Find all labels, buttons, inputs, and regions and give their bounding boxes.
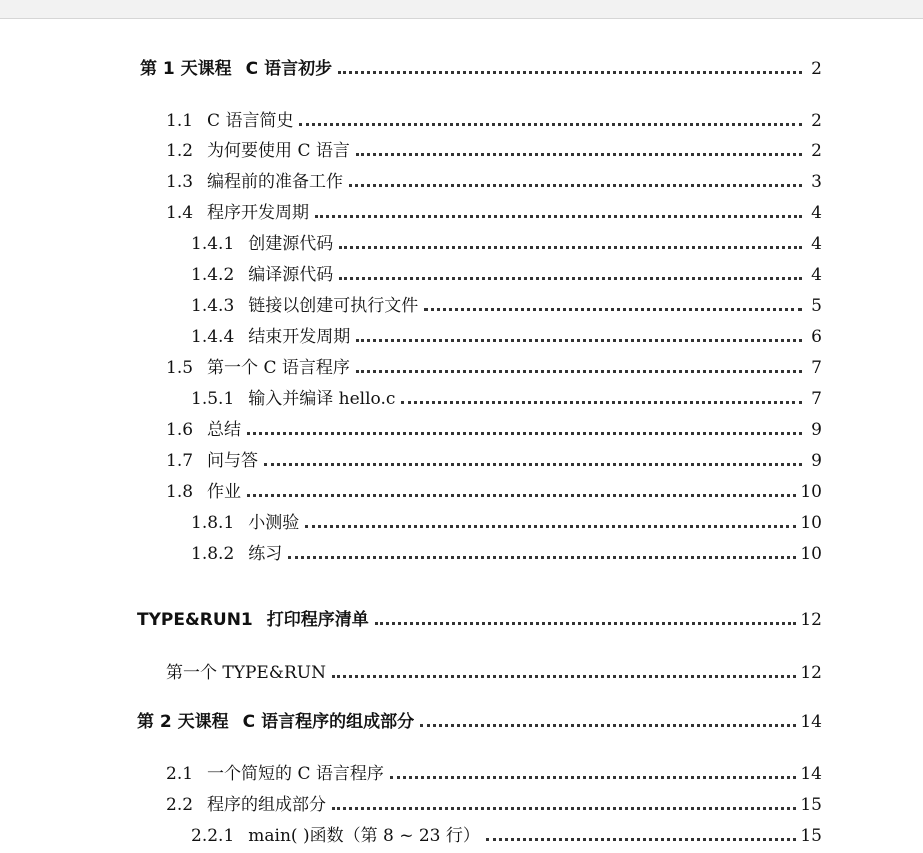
toc-number: 1.1 [166, 111, 194, 131]
dot-leader [264, 463, 802, 466]
toc-number: 1.4 [166, 203, 194, 223]
toc-page: 10 [800, 482, 822, 502]
toc-page: 9 [811, 420, 822, 440]
toc-page: 4 [811, 265, 822, 285]
toc-entry-1-5[interactable] [166, 356, 822, 378]
toc-title: 作业 [207, 482, 242, 502]
toc-number: TYPE&RUN1 [137, 610, 253, 630]
toc-number: 1.4.3 [191, 296, 235, 316]
toc-page: 15 [800, 795, 822, 815]
dot-leader [247, 494, 796, 497]
toc-entry-1-4-4[interactable] [191, 325, 822, 347]
toc-page: 10 [800, 513, 822, 533]
toc-entry-2-2-1[interactable] [191, 824, 822, 846]
toc-title: 结束开发周期 [248, 327, 351, 347]
dot-leader [375, 622, 797, 625]
toc-entry-1-4[interactable] [166, 201, 822, 223]
toc-title: 练习 [248, 544, 283, 564]
toc-number: 2.2.1 [191, 826, 235, 846]
toc-page: 15 [800, 826, 822, 846]
toc-entry-1-2[interactable] [166, 139, 822, 161]
toc-number: 2.1 [166, 764, 194, 784]
toc-number: 第 2 天课程 [137, 712, 229, 732]
toc-page: 5 [811, 296, 822, 316]
dot-leader [338, 71, 802, 74]
toc-page: 12 [800, 663, 822, 683]
toc-entry-1-3[interactable] [166, 170, 822, 192]
toc-title: 输入并编译 hello.c [248, 389, 396, 409]
toc-title: 总结 [207, 420, 242, 440]
toc-title: 程序的组成部分 [207, 795, 327, 815]
toc-number: 1.3 [166, 172, 194, 192]
dot-leader [356, 370, 802, 373]
dot-leader [305, 525, 796, 528]
toc-page: 2 [811, 111, 822, 131]
toc-number: 1.4.1 [191, 234, 235, 254]
toc-title: main( )函数（第 8 ~ 23 行） [248, 826, 480, 846]
toc-page: 14 [800, 712, 822, 732]
toc-entry-1-4-2[interactable] [191, 263, 822, 285]
toc-entry-first-typerun[interactable] [166, 661, 822, 683]
toc-title: 第一个 C 语言程序 [207, 358, 350, 378]
toc-entry-1-6[interactable] [166, 418, 822, 440]
dot-leader [486, 838, 796, 841]
toc-title: 编程前的准备工作 [207, 172, 344, 192]
toc-number: 1.5.1 [191, 389, 235, 409]
toc-page: 2 [811, 141, 822, 161]
toc-title: 为何要使用 C 语言 [207, 141, 350, 161]
toc-number: 1.4.4 [191, 327, 235, 347]
toc-entry-1-1[interactable] [166, 109, 822, 131]
dot-leader [356, 339, 802, 342]
toc-page: 10 [800, 544, 822, 564]
dot-leader [247, 432, 802, 435]
toc-title: 链接以创建可执行文件 [248, 296, 419, 316]
toc-entry-2-2[interactable] [166, 793, 822, 815]
toc-number: 1.7 [166, 451, 194, 471]
toc-number: 第 1 天课程 [140, 59, 232, 79]
toc-title: 程序开发周期 [207, 203, 310, 223]
toc-title: 创建源代码 [248, 234, 334, 254]
toc-page: 7 [811, 389, 822, 409]
toc-entry-1-8-2[interactable] [191, 542, 822, 564]
toc-page: 14 [800, 764, 822, 784]
toc-number: 1.6 [166, 420, 194, 440]
toc-entry-1-8-1[interactable] [191, 511, 822, 533]
dot-leader [339, 246, 802, 249]
toc-title: C 语言简史 [207, 111, 294, 131]
toc-number: 1.2 [166, 141, 194, 161]
dot-leader [424, 308, 802, 311]
toc-number: 1.4.2 [191, 265, 235, 285]
toc-entry-1-5-1[interactable] [191, 387, 822, 409]
toc-entry-1-8[interactable] [166, 480, 822, 502]
dot-leader [299, 123, 802, 126]
toc-page: 4 [811, 203, 822, 223]
toc-title: C 语言程序的组成部分 [242, 712, 415, 732]
dot-leader [332, 675, 796, 678]
toc-page: 4 [811, 234, 822, 254]
toc-page: 3 [811, 172, 822, 192]
dot-leader [401, 401, 802, 404]
toc-number: 1.8 [166, 482, 194, 502]
toc-title: 问与答 [207, 451, 259, 471]
toc-number: 1.8.1 [191, 513, 235, 533]
toc-title: 打印程序清单 [266, 610, 369, 630]
toc-entry-1-7[interactable] [166, 449, 822, 471]
dot-leader [332, 807, 796, 810]
dot-leader [356, 153, 802, 156]
toc-title: 一个简短的 C 语言程序 [207, 764, 384, 784]
dot-leader [339, 277, 802, 280]
toc-page: 9 [811, 451, 822, 471]
toc-title: 小测验 [248, 513, 300, 533]
toc-entry-chapter-1[interactable] [140, 57, 822, 79]
toc-entry-chapter-2[interactable] [137, 710, 822, 732]
dot-leader [390, 776, 796, 779]
toc-title: 编译源代码 [248, 265, 334, 285]
toc-number: 1.8.2 [191, 544, 235, 564]
toc-entry-1-4-1[interactable] [191, 232, 822, 254]
toc-page: 6 [811, 327, 822, 347]
toc-number: 2.2 [166, 795, 194, 815]
dot-leader [288, 556, 796, 559]
toc-title: C 语言初步 [245, 59, 333, 79]
toc-number: 1.5 [166, 358, 194, 378]
toc-entry-typerun1[interactable] [137, 608, 822, 630]
toc-page: 2 [811, 59, 822, 79]
toc-entry-1-4-3[interactable] [191, 294, 822, 316]
dot-leader [349, 184, 802, 187]
toc-title: 第一个 TYPE&RUN [166, 663, 326, 683]
toc-page: 7 [811, 358, 822, 378]
toc-entry-2-1[interactable] [166, 762, 822, 784]
dot-leader [315, 215, 802, 218]
toc-page: 12 [800, 610, 822, 630]
dot-leader [420, 724, 796, 727]
